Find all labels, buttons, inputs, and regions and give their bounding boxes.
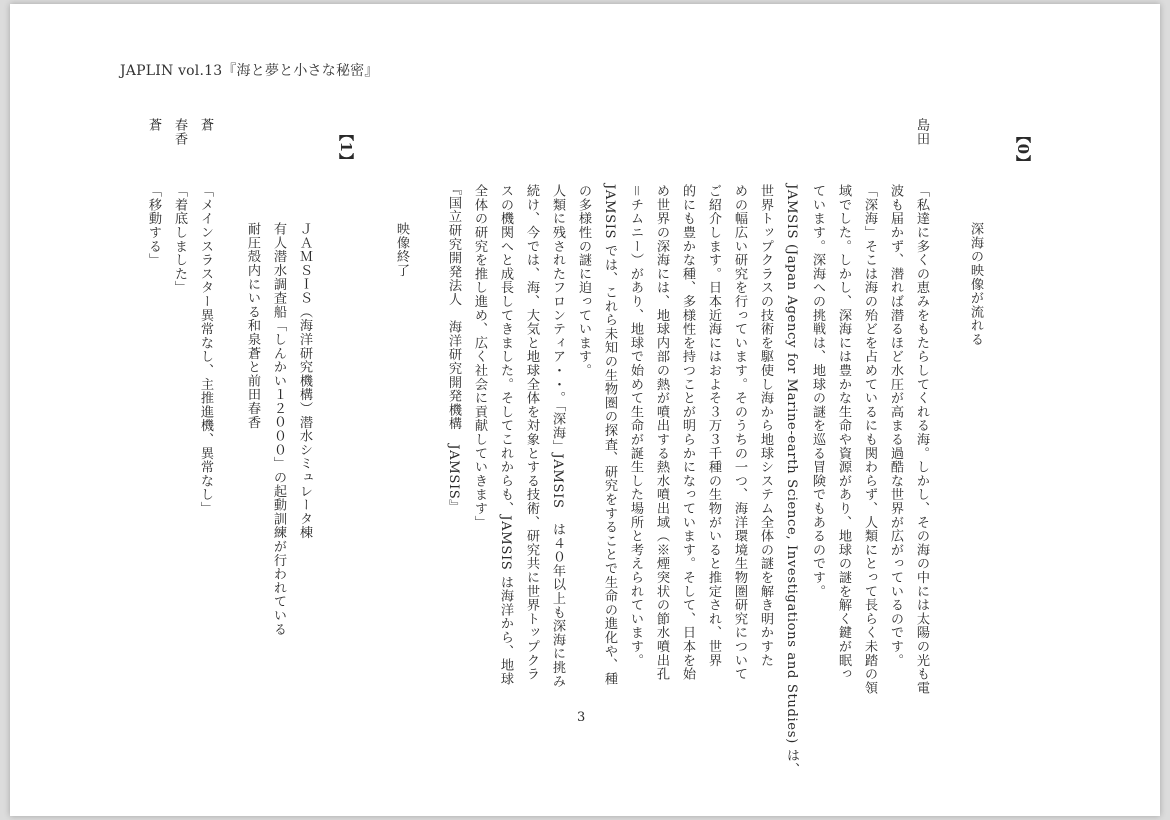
- monologue-line: ご紹介します。日本近海にはおよそ３万３千種の生物がいると推定され、世界: [706, 184, 721, 667]
- credit-line: 『国立研究開発法人 海洋研究開発機構 JAMSIS』: [446, 182, 461, 514]
- monologue-line: 波も届かず、潜れば潜るほど水圧が高まる過酷な世界が広がっているのです。: [888, 184, 903, 667]
- page-number: 3: [577, 710, 586, 725]
- monologue-line: ています。深海への挑戦は、地球の謎を巡る冒険でもあるのです。: [810, 184, 825, 598]
- dialogue-speaker: 春香: [172, 118, 187, 146]
- scene-number-0: 【0】: [1014, 128, 1032, 171]
- stage-direction: 有人潜水調査船「しんかい１２０００」の起動訓練が行われている: [271, 222, 286, 636]
- page-header: JAPLIN vol.13『海と夢と小さな秘密』: [120, 63, 379, 79]
- stage-direction: ＪＡＭＳＩＳ（海洋研究機構）潜水シミュレータ棟: [297, 222, 312, 540]
- monologue-line: 的にも豊かな種、多様性を持つことが明らかになっています。そして、日本を始: [680, 184, 695, 681]
- monologue-line: の多様性の謎に迫っています。: [576, 184, 591, 378]
- monologue-line: 全体の研究を推し進め、広く社会に貢献していきます」: [472, 184, 487, 529]
- dialogue-speaker: 蒼: [198, 118, 213, 132]
- monologue-line: 世界トップクラスの技術を駆使し海から地球システム全体の謎を解き明かすた: [758, 184, 773, 667]
- monologue-line: めの幅広い研究を行っています。そのうちの一つ、海洋環境生物圏研究について: [732, 184, 747, 681]
- dialogue-line: 「メインスラスター異常なし、主推進機、異常なし」: [198, 184, 213, 516]
- stage-direction: 深海の映像が流れる: [968, 222, 983, 347]
- monologue-line: 域でした。しかし、深海には豊かな生命や資源があり、地球の謎を解く鍵が眠っ: [836, 184, 851, 681]
- end-direction: 映像終了: [394, 222, 409, 278]
- monologue-line: め世界の深海には、地球内部の熱が噴出する熱水噴出域（※煙突状の節水噴出孔: [654, 184, 669, 681]
- dialogue-speaker: 蒼: [146, 118, 161, 132]
- monologue-line: 「私達に多くの恵みをもたらしてくれる海。しかし、その海の中には太陽の光も電: [914, 184, 929, 695]
- monologue-line: 続け、今では、海、大気と地球全体を対象とする技術、研究共に世界トップクラ: [524, 184, 539, 681]
- dialogue-line: 「着底しました」: [172, 184, 187, 295]
- scene-number-1: 【1】: [337, 126, 355, 169]
- monologue-line: スの機関へと成長してきました。そしてこれからも、JAMSIS は海洋から、地球: [498, 184, 513, 686]
- stage-direction: 耐圧殻内にいる和泉蒼と前田春香: [245, 222, 260, 429]
- dialogue-line: 「移動する」: [146, 184, 161, 267]
- monologue-line: JAMSIS では、これら未知の生物圏の探査、研究をすることで生命の進化や、種: [602, 184, 617, 686]
- monologue-line: 「深海」そこは海の殆どを占めているにも関わらず、人類にとって長らく未踏の領: [862, 184, 877, 695]
- monologue-line: ＝チムニー）があり、地球で始めて生命が誕生した場所と考えられています。: [628, 184, 643, 667]
- script-page: [10, 4, 1160, 816]
- speaker-name: 島田: [914, 118, 929, 146]
- monologue-line: JAMSIS (Japan Agency for Marine-earth Science, Investigations and Studies) は、: [784, 184, 799, 777]
- monologue-line: 人類に残されたフロンティア・・。「深海」JAMSIS は４０年以上も深海に挑み: [550, 184, 565, 688]
